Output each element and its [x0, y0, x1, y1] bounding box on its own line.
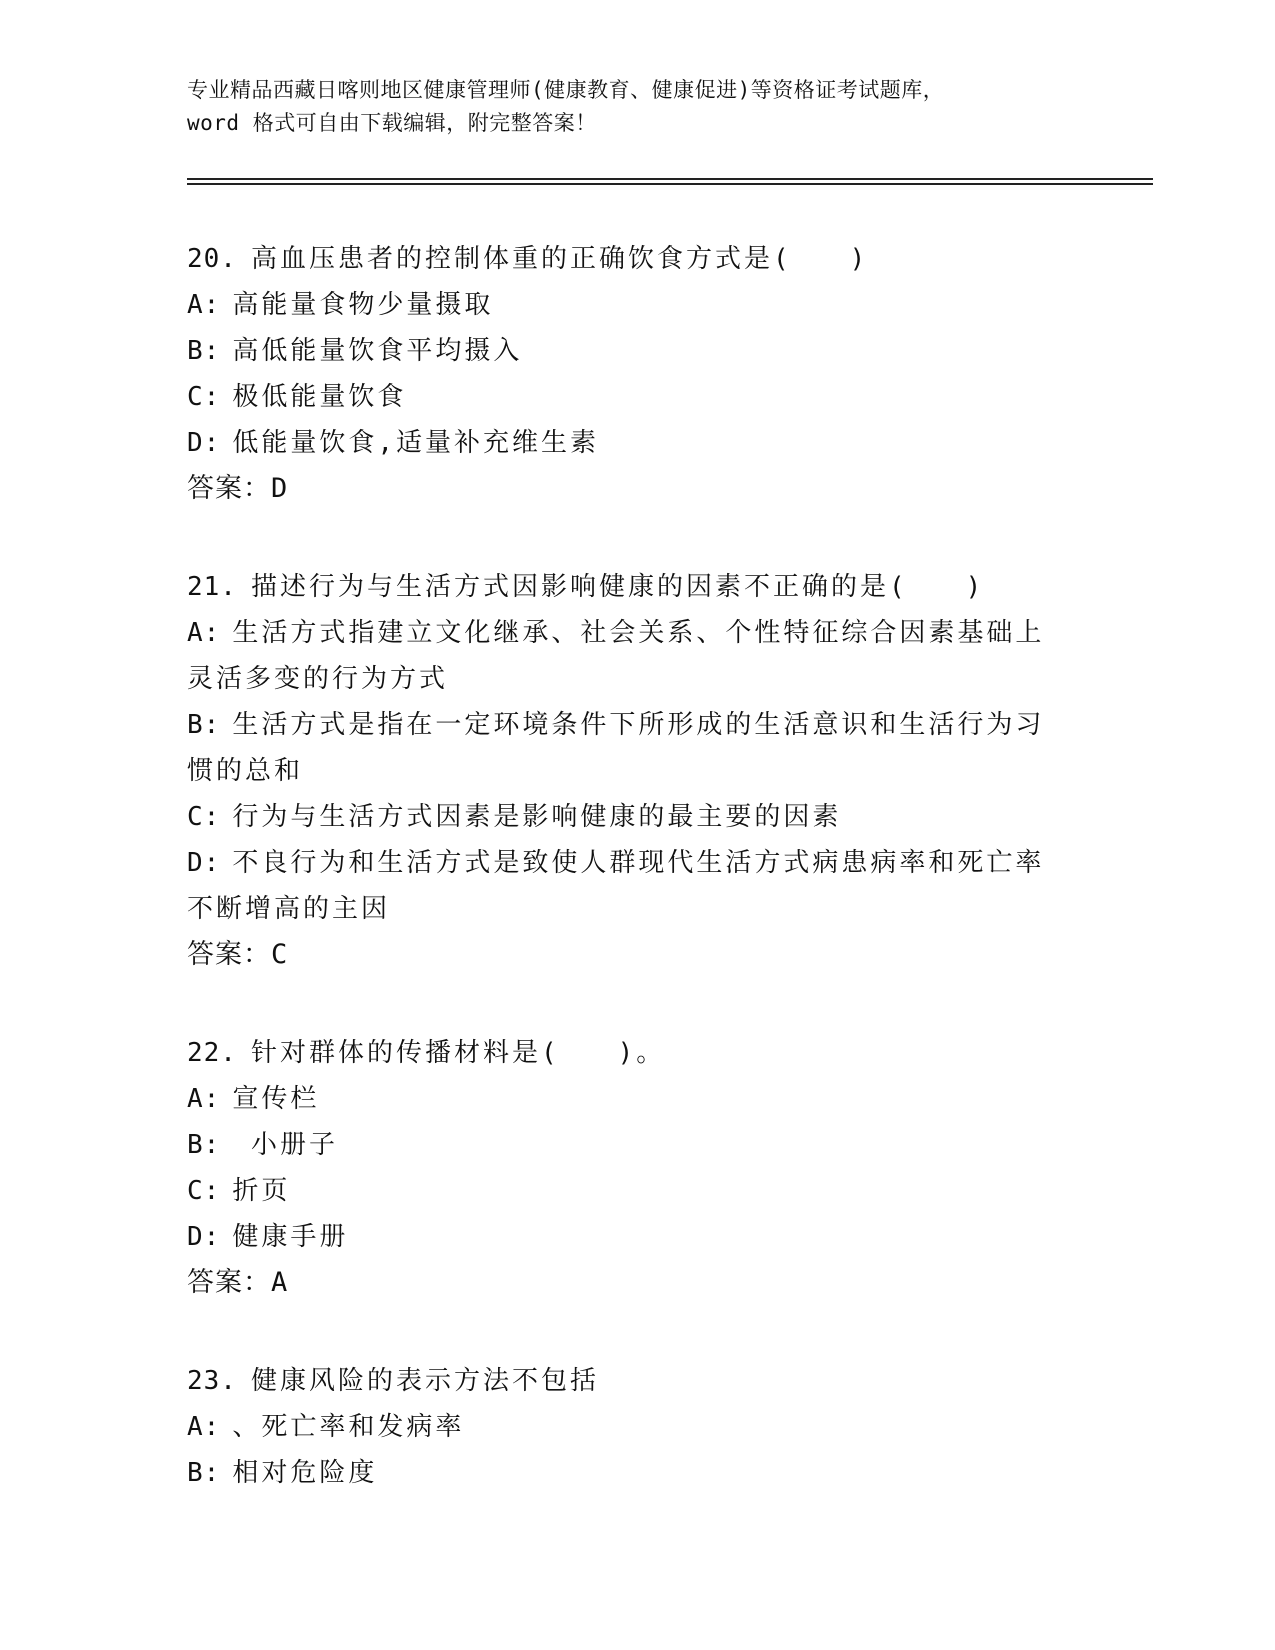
answer-line	[187, 1260, 1067, 1306]
question-stem	[187, 236, 1067, 282]
option-text: 健康手册	[232, 1222, 349, 1252]
question-number: 21.	[187, 572, 237, 602]
header-line-1: 专业精品西藏日喀则地区健康管理师(健康教育、健康促进)等资格证考试题库，	[187, 78, 945, 102]
option-a	[187, 610, 1067, 702]
question-stem	[187, 1358, 1067, 1404]
question-20	[187, 236, 1067, 512]
option-key: C:	[187, 382, 221, 412]
question-21	[187, 564, 1067, 978]
option-text: 行为与生活方式因素是影响健康的最主要的因素	[232, 802, 842, 832]
document-header	[187, 74, 1087, 140]
answer-value: D	[271, 473, 289, 504]
option-key: B:	[187, 336, 221, 366]
option-text: 、死亡率和发病率	[232, 1412, 465, 1442]
header-line-2: word 格式可自由下载编辑，附完整答案！	[187, 111, 597, 135]
option-b	[187, 328, 1067, 374]
option-text: 相对危险度	[232, 1458, 378, 1488]
option-c	[187, 794, 1067, 840]
option-text: 生活方式指建立文化继承、社会关系、个性特征综合因素基础上灵活多变的行为方式	[187, 618, 1045, 694]
option-text: 高能量食物少量摄取	[232, 290, 494, 320]
question-23	[187, 1358, 1067, 1496]
answer-value: C	[271, 939, 289, 970]
option-a	[187, 1404, 1067, 1450]
question-text: 健康风险的表示方法不包括	[250, 1366, 599, 1396]
question-stem	[187, 564, 1067, 610]
question-text: 高血压患者的控制体重的正确饮食方式是( )	[250, 244, 869, 274]
question-number: 20.	[187, 244, 237, 274]
option-text: 小册子	[232, 1130, 338, 1160]
option-key: D:	[187, 848, 221, 878]
option-key: B:	[187, 710, 221, 740]
option-c	[187, 1168, 1067, 1214]
option-b	[187, 1450, 1067, 1496]
option-key: D:	[187, 428, 221, 458]
option-a	[187, 282, 1067, 328]
option-key: D:	[187, 1222, 221, 1252]
option-text: 折页	[232, 1176, 291, 1206]
option-key: A:	[187, 618, 221, 648]
option-key: C:	[187, 1176, 221, 1206]
option-a	[187, 1076, 1067, 1122]
question-list	[187, 236, 1067, 1548]
answer-label: 答案：	[187, 939, 271, 970]
option-d	[187, 840, 1067, 932]
answer-label: 答案：	[187, 1267, 271, 1298]
option-text: 生活方式是指在一定环境条件下所形成的生活意识和生活行为习惯的总和	[187, 710, 1045, 786]
question-number: 23.	[187, 1366, 237, 1396]
answer-line	[187, 466, 1067, 512]
header-divider-top	[187, 178, 1153, 180]
option-key: A:	[187, 1412, 221, 1442]
option-b	[187, 1122, 1067, 1168]
question-22	[187, 1030, 1067, 1306]
option-text: 高低能量饮食平均摄入	[232, 336, 523, 366]
option-key: B:	[187, 1458, 221, 1488]
option-text: 宣传栏	[232, 1084, 320, 1114]
option-c	[187, 374, 1067, 420]
answer-line	[187, 932, 1067, 978]
option-key: C:	[187, 802, 221, 832]
answer-label: 答案：	[187, 473, 271, 504]
answer-value: A	[271, 1267, 289, 1298]
question-stem	[187, 1030, 1067, 1076]
option-text: 极低能量饮食	[232, 382, 407, 412]
header-divider-bottom	[187, 183, 1153, 185]
question-text: 针对群体的传播材料是( )。	[250, 1038, 666, 1068]
question-number: 22.	[187, 1038, 237, 1068]
option-text: 不良行为和生活方式是致使人群现代生活方式病患病率和死亡率不断增高的主因	[187, 848, 1045, 924]
question-text: 描述行为与生活方式因影响健康的因素不正确的是( )	[250, 572, 985, 602]
option-key: A:	[187, 1084, 221, 1114]
option-d	[187, 1214, 1067, 1260]
option-key: B:	[187, 1130, 221, 1160]
option-key: A:	[187, 290, 221, 320]
option-text: 低能量饮食,适量补充维生素	[232, 428, 599, 458]
option-d	[187, 420, 1067, 466]
option-b	[187, 702, 1067, 794]
